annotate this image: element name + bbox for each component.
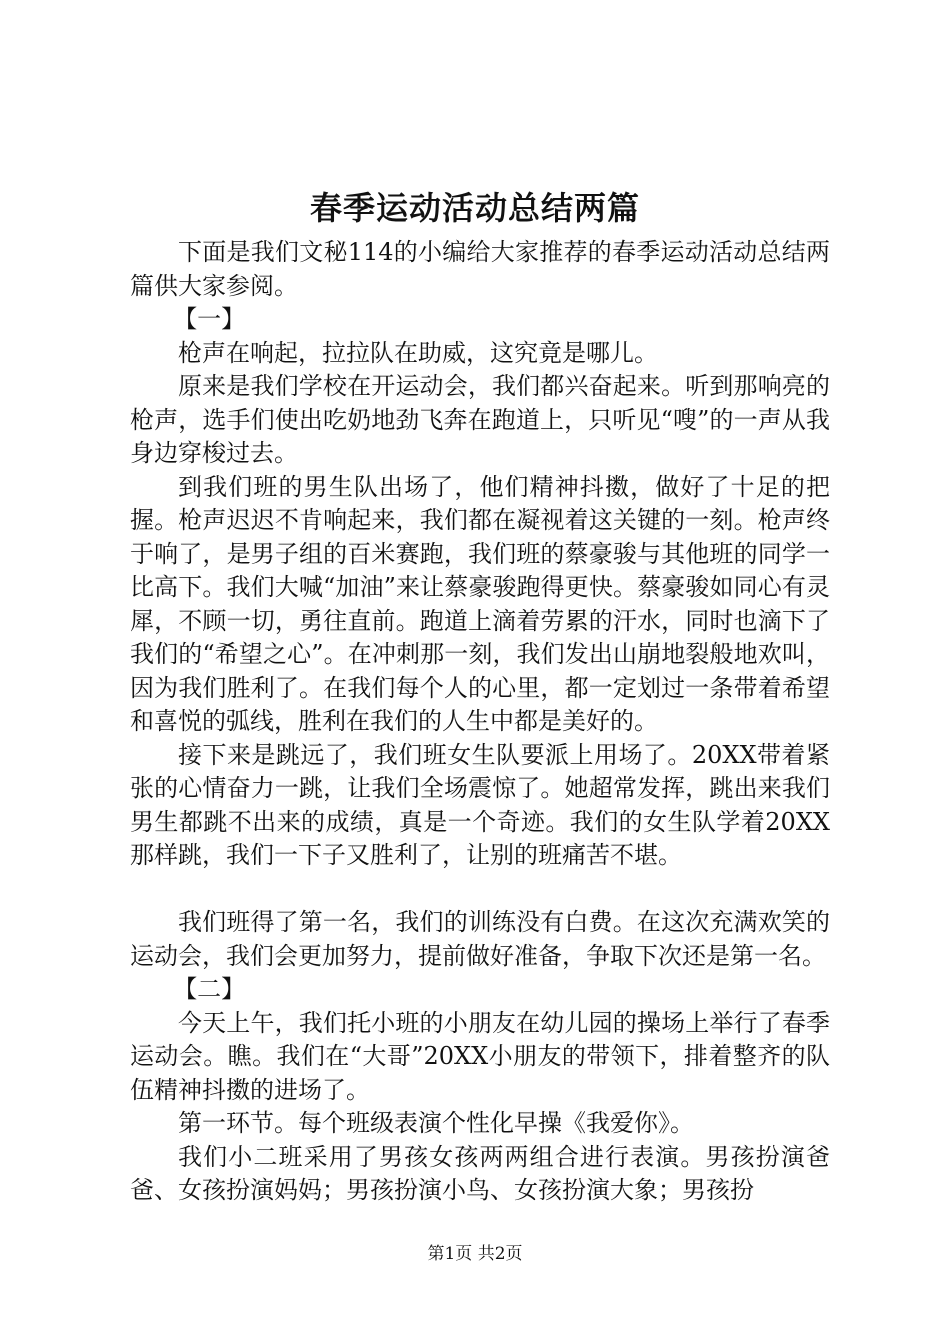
document-title: 春季运动活动总结两篇 [309,189,640,227]
paragraph: 我们小二班采用了男孩女孩两两组合进行表演。男孩扮演爸爸、女孩扮演妈妈；男孩扮演小鸟、女孩扮演大象；男孩扮 [130,1142,830,1204]
paragraph: 接下来是跳远了，我们班女生队要派上用场了。20XX带着紧张的心情奋力一跳，让我们全场震惊了。她超常发挥，跳出来我们男生都跳不出来的成绩，真是一个奇迹。我们的女生队学着20XX那样跳，我们一下子又胜利了，让别的班痛苦不堪。 [130,740,830,869]
paragraph: 到我们班的男生队出场了，他们精神抖擞，做好了十足的把握。枪声迟迟不肯响起来，我们都在凝视着这关键的一刻。枪声终于响了，是男子组的百米赛跑，我们班的蔡豪骏与其他班的同学一比高下。我们大喊“加油”来让蔡豪骏跑得更快。蔡豪骏如同心有灵犀，不顾一切，勇往直前。跑道上滴着劳累的汗水，同时也滴下了我们的“希望之心”。在冲刺那一刻，我们发出山崩地裂般地欢叫，因为我们胜利了。在我们每个人的心里，都一定划过一条带着希望和喜悦的弧线，胜利在我们的人生中都是美好的。 [130,472,830,735]
paragraph-intro: 下面是我们文秘114的小编给大家推荐的春季运动活动总结两篇供大家参阅。 [130,238,830,300]
section-heading-one: 【一】 [173,305,246,333]
paragraph: 枪声在响起，拉拉队在助威，这究竟是哪儿。 [178,338,658,367]
paragraph: 今天上午，我们托小班的小朋友在幼儿园的操场上举行了春季运动会。瞧。我们在“大哥”20XX小朋友的带领下，排着整齐的队伍精神抖擞的进场了。 [130,1008,830,1104]
paragraph: 我们班得了第一名，我们的训练没有白费。在这次充满欢笑的运动会，我们会更加努力，提前做好准备，争取下次还是第一名。 [130,908,830,970]
document-body [130,236,830,1208]
page-footer: 第1页 共2页 [427,1244,523,1264]
section-heading-two: 【二】 [173,975,246,1003]
paragraph: 原来是我们学校在开运动会，我们都兴奋起来。听到那响亮的枪声，选手们使出吃奶地劲飞奔在跑道上，只听见“嗖”的一声从我身边穿梭过去。 [130,372,830,467]
paragraph: 第一环节。每个班级表演个性化早操《我爱你》。 [178,1109,694,1137]
